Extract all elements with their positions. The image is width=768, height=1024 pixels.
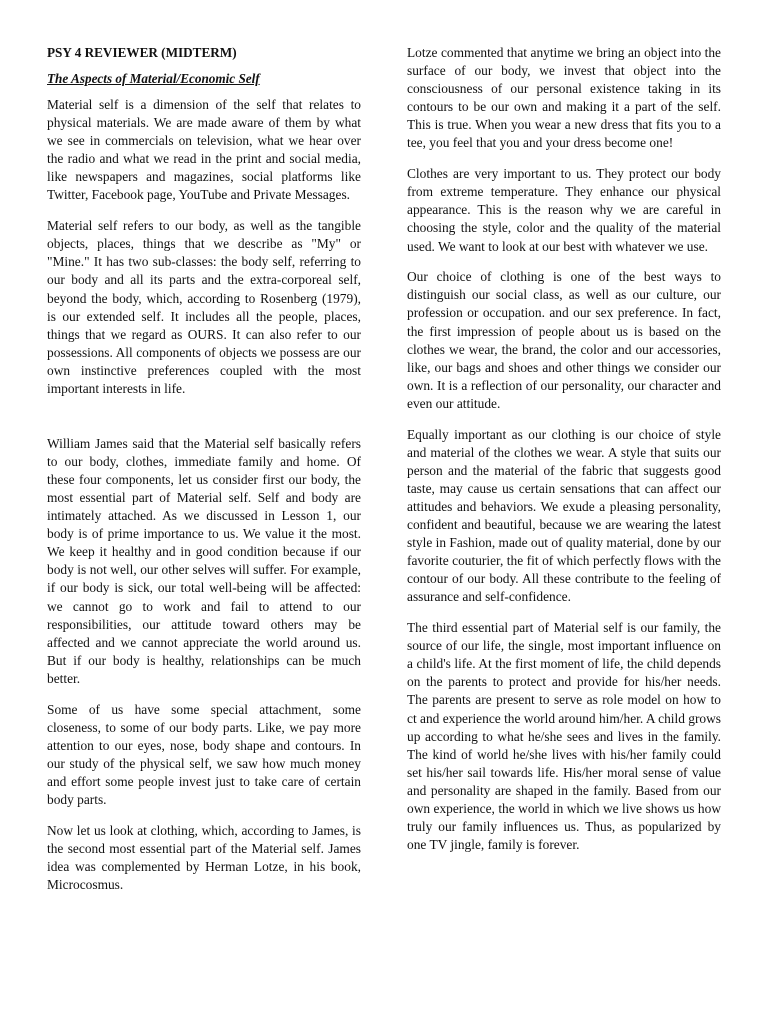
paragraph-body-parts: Some of us have some special attachment, some closeness, to some of our body parts. Like, we pay more attention to our eyes, nose, body shape and contours. In our study of the physical self, we saw how much money and effort some people invest just to take care of certain body parts.	[47, 701, 361, 808]
paragraph-clothing-intro: Now let us look at clothing, which, according to James, is the second most essential part of the Material self. James idea was complemented by Herman Lotze, in his book, Microcosmus.	[47, 822, 361, 893]
paragraph-material-self-intro: Material self is a dimension of the self that relates to physical materials. We are made aware of them by what we see in commercials on television, what we hear over the radio and what we read in the print and social media, like newspapers and magazines, social platforms like Twitter, Facebook page, YouTube and Private Messages.	[47, 97, 361, 203]
paragraph-family: The third essential part of Material self is our family, the source of our life, the single, most important influence on a child's life. At the first moment of life, the child depends on the parents to protect and provide for his/her needs. The parents are present to serve as role model on how to ct and experience the world around him/her. A child grows up according to what he/she sees and lives in the family. The kind of world he/she lives with his/her family could set his/her sail towards life. His/her moral sense of value and personality are shaped in the family. Based from our own experience, the world in which we live shows us how truly our family influences us. Thus, as popularized by one TV jingle, family is forever.	[407, 620, 721, 853]
paragraph-william-james: William James said that the Material self basically refers to our body, clothes, immediate family and home. Of these four components, let us consider first our body, the most essential part of Material self. Self and body are intimately attached. As we discussed in Lesson 1, our body is of prime importance to us. We value it the most. We keep it healthy and in good condition because if our body is not well, our other selves will suffer. For example, if our body is sick, our total well-being will be affected: we cannot go to work and fail to attend to our responsibilities, our attitude toward others may be affected and we cannot appreciate the world around us. But if our body is healthy, relationships can be much better.	[47, 435, 361, 686]
paragraph-gap	[47, 411, 361, 435]
section-subtitle: The Aspects of Material/Economic Self	[47, 71, 260, 86]
left-column	[47, 44, 361, 907]
document-title: PSY 4 REVIEWER (MIDTERM)	[47, 45, 237, 60]
paragraph-material-self-definition: Material self refers to our body, as well as the tangible objects, places, things that we describe as "My" or "Mine." It has two sub-classes: the body self, referring to our body and all its parts and the extra-corporeal self, beyond the body, which, according to Rosenberg (1979), is our extended self. It includes all the people, places, things that we regard as OURS. It can also refer to our possessions. All components of objects we possess are our own instinctive preferences coupled with the most important interests in life.	[47, 218, 361, 396]
paragraph-style-material: Equally important as our clothing is our choice of style and material of the clothes we wear. A style that suits our person and the material of the fabric that suggests good taste, may cause us certain sensations that can affect our attitudes and behaviors. We exude a pleasing personality, confident and beautiful, because we are wearing the latest style in Fashion, made out of quality material, done by our favorite couturier, the fit of which perfectly flows with the contour of our body. All these contribute to the feeling of assurance and self-confidence.	[407, 426, 721, 605]
paragraph-lotze: Lotze commented that anytime we bring an object into the surface of our body, we invest that object into the consciousness of our personal existence taking in its contours to be our own and making it a part of the self. This is true. When you wear a new dress that fits you to a tee, you feel that you and your dress become one!	[407, 45, 721, 151]
paragraph-clothing-choice: Our choice of clothing is one of the best ways to distinguish our social class, as well as our culture, our profession or occupation. and our sex preference. In fact, the first impression of people about us is based on the clothes we wear, the brand, the color and our accessories, like, our bags and shoes and other things we consider our own. It is a reflection of our personality, our character and even our attitude.	[407, 269, 721, 411]
paragraph-clothes-importance: Clothes are very important to us. They protect our body from extreme temperature. They enhance our physical appearance. This is the reason why we are careful in choosing the style, color and the quality of the material used. We want to look at our best with whatever we use.	[407, 166, 721, 254]
right-column	[407, 44, 721, 867]
